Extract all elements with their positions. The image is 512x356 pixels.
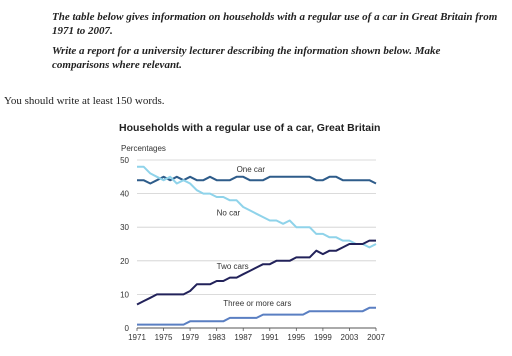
- series-label: No car: [216, 208, 241, 218]
- series-label: Two cars: [216, 262, 249, 272]
- y-tick-label: 20: [120, 256, 129, 266]
- series-line-three-or-more-cars: [137, 308, 376, 325]
- x-tick-label: 2007: [367, 333, 385, 342]
- y-tick-label: 0: [124, 324, 129, 333]
- series-label: Three or more cars: [223, 299, 292, 309]
- task-question: Write a report for a university lecturer describing the information shown below. Make comparisons where relevant.: [52, 45, 441, 71]
- y-tick-label: 50: [120, 156, 129, 165]
- x-tick-label: 1995: [287, 333, 306, 342]
- series-line-two-cars: [137, 241, 376, 305]
- x-tick-label: 1975: [154, 333, 173, 342]
- y-axis-label: Percentages: [121, 144, 166, 153]
- x-tick-label: 1999: [313, 333, 332, 342]
- y-tick-label: 30: [120, 223, 129, 233]
- x-tick-label: 2003: [340, 333, 359, 342]
- x-tick-label: 1979: [181, 333, 200, 342]
- y-tick-label: 40: [120, 189, 129, 199]
- chart-title: Households with a regular use of a car, Great Britain: [119, 122, 381, 134]
- series-label: One car: [236, 164, 266, 174]
- task-intro: The table below gives information on households with a regular use of a car in Great Britain from 1971 to 2007.: [52, 11, 498, 37]
- word-count-instruction: You should write at least 150 words.: [4, 95, 165, 107]
- x-tick-label: 1971: [128, 333, 146, 342]
- y-tick-label: 10: [120, 290, 129, 300]
- x-tick-label: 1987: [234, 333, 253, 342]
- x-tick-label: 1991: [260, 333, 279, 342]
- x-tick-label: 1983: [207, 333, 226, 342]
